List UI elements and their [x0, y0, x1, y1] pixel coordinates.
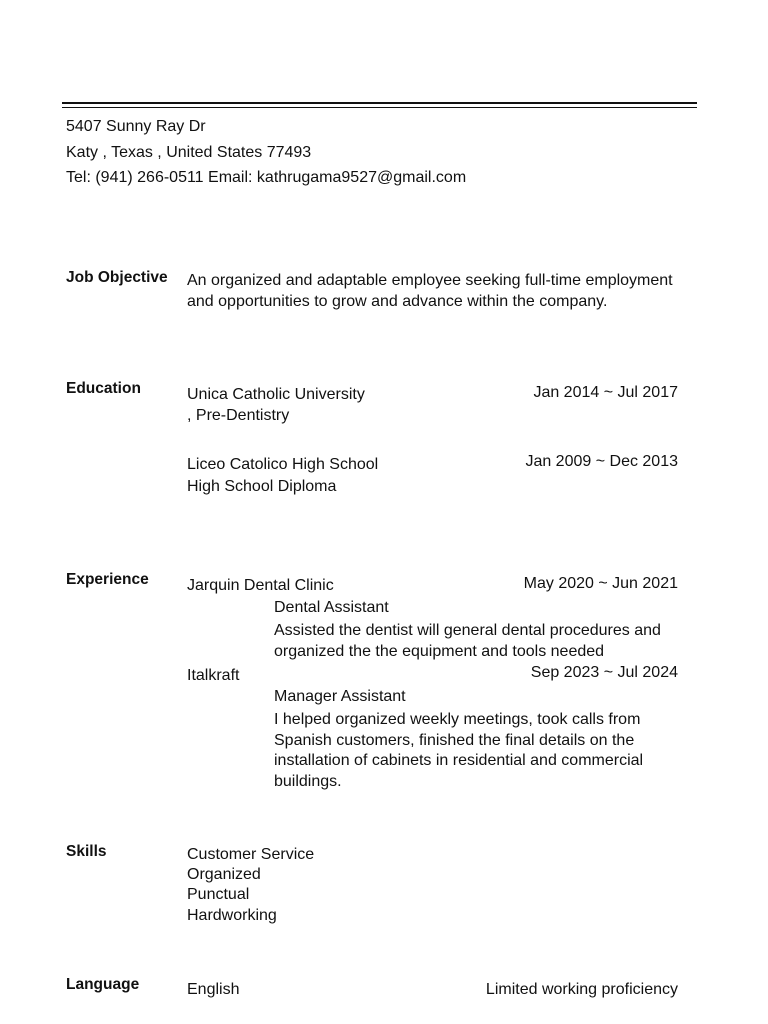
skill-item: Punctual: [187, 886, 250, 903]
contact-street: 5407 Sunny Ray Dr: [66, 118, 206, 135]
experience-description: I helped organized weekly meetings, took calls from Spanish customers, finished the final details on the installation of cabinets in residential and commercial buildings.: [274, 711, 644, 790]
experience-title: Manager Assistant: [274, 688, 406, 705]
skill-item: Hardworking: [187, 907, 277, 924]
language-name: English: [187, 981, 240, 998]
education-heading: Education: [66, 380, 141, 397]
experience-dates: Sep 2023 ~ Jul 2024: [530, 664, 678, 681]
education-degree: High School Diploma: [187, 478, 337, 495]
experience-dates: May 2020 ~ Jun 2021: [523, 575, 678, 592]
contact-phone-email: Tel: (941) 266-0511 Email: kathrugama9527@gmail.com: [66, 169, 467, 186]
experience-title: Dental Assistant: [274, 599, 389, 616]
skill-item: Customer Service: [187, 846, 315, 863]
language-heading: Language: [66, 976, 140, 993]
experience-employer: Italkraft: [187, 667, 240, 684]
objective-text: An organized and adaptable employee seeking full-time employment and opportunities to grow and advance within the company.: [187, 272, 673, 310]
education-dates: Jan 2014 ~ Jul 2017: [533, 384, 678, 401]
skills-heading: Skills: [66, 843, 107, 860]
experience-heading: Experience: [66, 571, 149, 588]
header-rule-thick: [62, 102, 697, 104]
education-school: Unica Catholic University: [187, 386, 365, 403]
language-level: Limited working proficiency: [485, 981, 678, 998]
education-dates: Jan 2009 ~ Dec 2013: [525, 453, 678, 470]
experience-employer: Jarquin Dental Clinic: [187, 577, 334, 594]
experience-description: Assisted the dentist will general dental procedures and organized the the equipment and tools needed: [274, 622, 661, 660]
contact-city: Katy , Texas , United States 77493: [66, 144, 312, 161]
header-rule-thin: [62, 107, 697, 108]
skill-item: Organized: [187, 866, 261, 883]
objective-heading: Job Objective: [66, 269, 168, 286]
education-school: Liceo Catolico High School: [187, 456, 379, 473]
education-degree: , Pre-Dentistry: [187, 407, 290, 424]
